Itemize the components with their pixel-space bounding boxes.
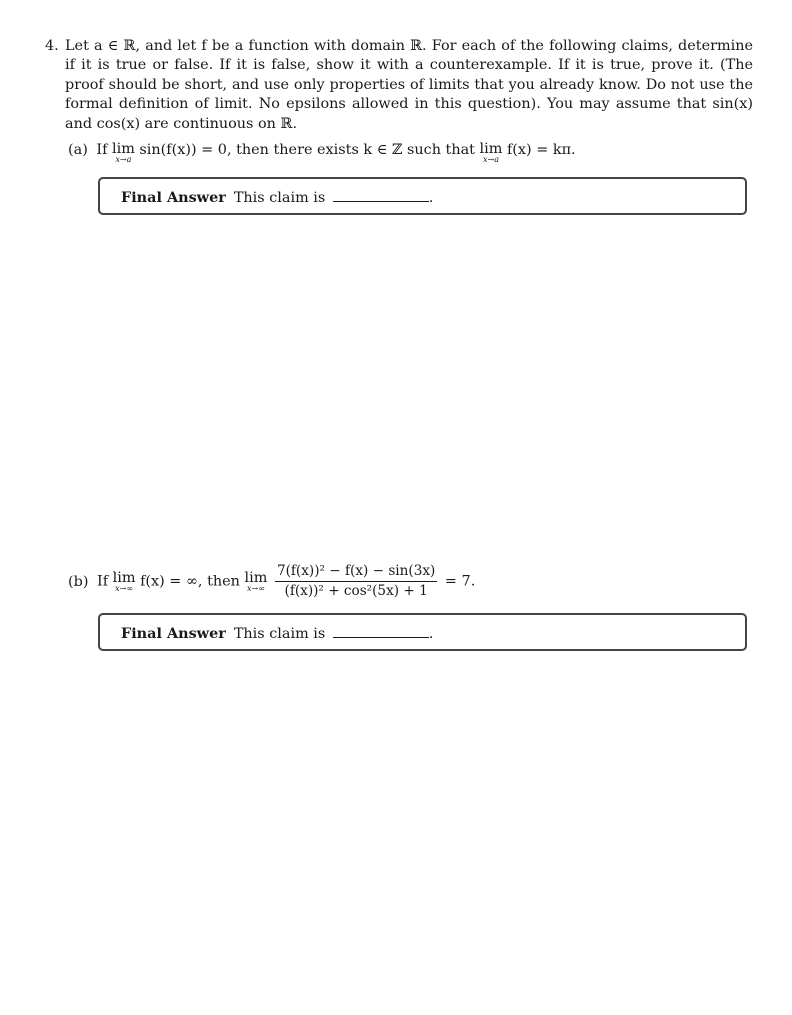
part-a-label: (a) <box>68 142 88 158</box>
part-a-limit-2 <box>480 142 503 164</box>
part-b-expr-1: f(x) = ∞, then <box>140 573 240 590</box>
limit-fraction <box>275 563 437 600</box>
problem-text: Let a ∈ ℝ, and let f be a function with domain ℝ. For each of the following claims, determine if it is true or false. If it is false, show it with a counterexample. If it is true, prove it. (The proof should be short, and use only properties of limits that you already know. Do not use the formal definition of limit. No epsilons allowed in this question). You may assume that sin(x) and cos(x) are continuous on ℝ. <box>65 38 753 132</box>
part-a-limit-1 <box>112 142 135 164</box>
problem-text-block <box>45 37 753 134</box>
part-a-expr-1: sin(f(x)) = 0, then there exists k ∈ ℤ such that <box>139 142 475 158</box>
part-b <box>68 563 475 600</box>
final-answer-period: . <box>428 190 434 206</box>
lim-subscript: x→∞ <box>115 583 133 593</box>
part-b-equals: = 7. <box>444 573 476 590</box>
final-answer-line <box>121 188 433 206</box>
problem-number: 4. <box>45 38 59 54</box>
final-answer-box-a[interactable] <box>98 177 747 215</box>
part-b-if: If <box>97 573 109 590</box>
answer-blank[interactable] <box>333 624 429 638</box>
part-a <box>68 142 576 164</box>
problem-statement <box>45 37 753 134</box>
final-answer-line <box>121 624 433 642</box>
final-answer-period: . <box>428 626 434 642</box>
fraction-numerator: 7(f(x))² − f(x) − sin(3x) <box>275 563 437 582</box>
lim-word: lim <box>111 141 135 157</box>
part-a-expr-2: f(x) = kπ. <box>506 142 576 158</box>
lim-word: lim <box>112 569 136 586</box>
part-b-limit-2 <box>245 571 268 593</box>
part-b-limit-1 <box>113 571 136 593</box>
lim-word: lim <box>244 569 268 586</box>
final-answer-text: This claim is <box>233 626 326 642</box>
lim-word: lim <box>479 141 503 157</box>
final-answer-text: This claim is <box>233 190 326 206</box>
fraction-denominator: (f(x))² + cos²(5x) + 1 <box>284 583 428 599</box>
lim-subscript: x→a <box>482 155 499 164</box>
lim-subscript: x→∞ <box>246 583 265 593</box>
part-a-if: If <box>96 142 108 158</box>
answer-blank[interactable] <box>333 188 429 202</box>
final-answer-title: Final Answer <box>121 189 226 206</box>
lim-subscript: x→a <box>115 155 132 164</box>
part-b-label: (b) <box>68 573 89 590</box>
final-answer-title: Final Answer <box>121 625 226 642</box>
final-answer-box-b[interactable] <box>98 613 747 651</box>
